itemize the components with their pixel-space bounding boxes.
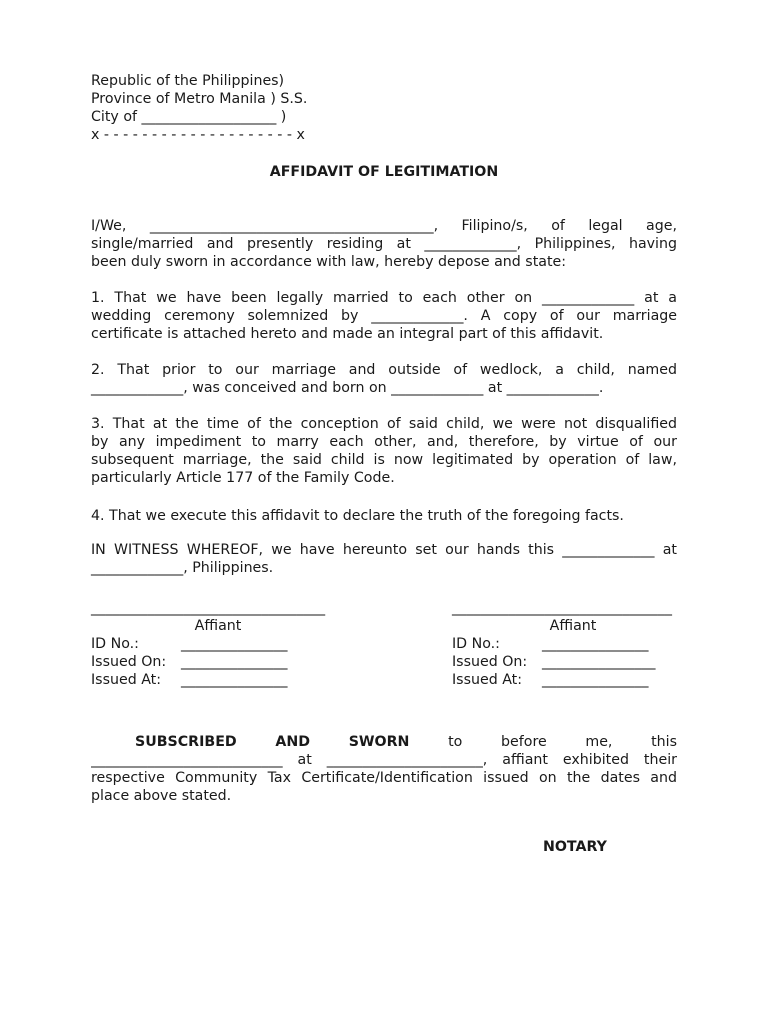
id-row <box>91 635 325 653</box>
header-republic: Republic of the Philippines) <box>91 73 285 89</box>
paragraph-line: 2. That prior to our marriage and outside of wedlock, a child, named <box>91 362 677 378</box>
paragraph-4 <box>91 507 677 525</box>
issued-on-row <box>452 653 674 671</box>
issued-on-row <box>91 653 325 671</box>
notary-label: NOTARY <box>543 839 607 855</box>
issued-at-row <box>91 671 325 689</box>
paragraph-3 <box>91 415 677 487</box>
issued-on-blank: ________________ <box>542 654 656 670</box>
paragraph-line: _____________, was conceived and born on _____________ at _____________. <box>91 380 604 396</box>
document-title: AFFIDAVIT OF LEGITIMATION <box>269 164 499 180</box>
affiant-signature-block-left <box>91 599 325 689</box>
paragraph-line: 4. That we execute this affidavit to declare the truth of the foregoing facts. <box>91 508 624 524</box>
jurat-subscribed: SUBSCRIBED <box>135 734 237 750</box>
jurat-and: AND <box>275 734 310 750</box>
signature-line: _________________________________ <box>91 600 326 616</box>
affiant-caption: Affiant <box>194 618 242 634</box>
id-label: ID No.: <box>452 636 500 652</box>
issued-at-row <box>452 671 674 689</box>
jurat-line: respective Community Tax Certificate/Identification issued on the dates and <box>91 770 677 786</box>
paragraph-line: certificate is attached hereto and made an integral part of this affidavit. <box>91 326 604 342</box>
affiant-signature-block-right <box>452 599 674 689</box>
paragraph-line: particularly Article 177 of the Family Code. <box>91 470 395 486</box>
header-city: City of ___________________ ) <box>91 109 287 125</box>
issued-on-label: Issued On: <box>452 654 528 670</box>
paragraph-2 <box>91 361 677 397</box>
signature-line: _______________________________ <box>452 600 672 616</box>
intro-line: I/We, ________________________________________, Filipino/s, of legal age, <box>91 218 677 234</box>
paragraph-line: 3. That at the time of the conception of said child, we were not disqualified <box>91 416 677 432</box>
paragraph-line: subsequent marriage, the said child is now legitimated by operation of law, <box>91 452 677 468</box>
issued-at-label: Issued At: <box>452 672 523 688</box>
issued-at-blank: _______________ <box>542 672 649 688</box>
issued-at-blank: _______________ <box>181 672 288 688</box>
paragraph-line: by any impediment to marry each other, and, therefore, by virtue of our <box>91 434 677 450</box>
affiant-caption: Affiant <box>549 618 597 634</box>
header-province: Province of Metro Manila ) S.S. <box>91 91 308 107</box>
witness-paragraph <box>91 541 677 577</box>
jurat-line: place above stated. <box>91 788 232 804</box>
jurat-paragraph <box>91 733 677 805</box>
paragraph-line: wedding ceremony solemnized by _____________. A copy of our marriage <box>91 308 677 324</box>
id-blank: _______________ <box>181 636 288 652</box>
id-label: ID No.: <box>91 636 139 652</box>
jurat-sworn: SWORN <box>348 734 410 750</box>
paragraph-line: 1. That we have been legally married to each other on _____________ at a <box>91 290 677 306</box>
issued-on-blank: _______________ <box>181 654 288 670</box>
jurat-line: ___________________________ at ______________________, affiant exhibited their <box>91 752 677 768</box>
header-separator: x - - - - - - - - - - - - - - - - - - - - x <box>91 127 305 143</box>
paragraph-1 <box>91 289 677 343</box>
issued-on-label: Issued On: <box>91 654 167 670</box>
intro-line: single/married and presently residing at _____________, Philippines, having <box>91 236 677 252</box>
witness-line: IN WITNESS WHEREOF, we have hereunto set our hands this _____________ at <box>91 542 677 558</box>
id-blank: _______________ <box>542 636 649 652</box>
issued-at-label: Issued At: <box>91 672 162 688</box>
jurat-rest: to before me, this <box>448 734 677 750</box>
intro-paragraph <box>91 217 677 271</box>
intro-line: been duly sworn in accordance with law, hereby depose and state: <box>91 254 567 270</box>
witness-line: _____________, Philippines. <box>91 560 274 576</box>
id-row <box>452 635 674 653</box>
venue-header <box>91 72 351 144</box>
jurat-line <box>91 733 677 751</box>
